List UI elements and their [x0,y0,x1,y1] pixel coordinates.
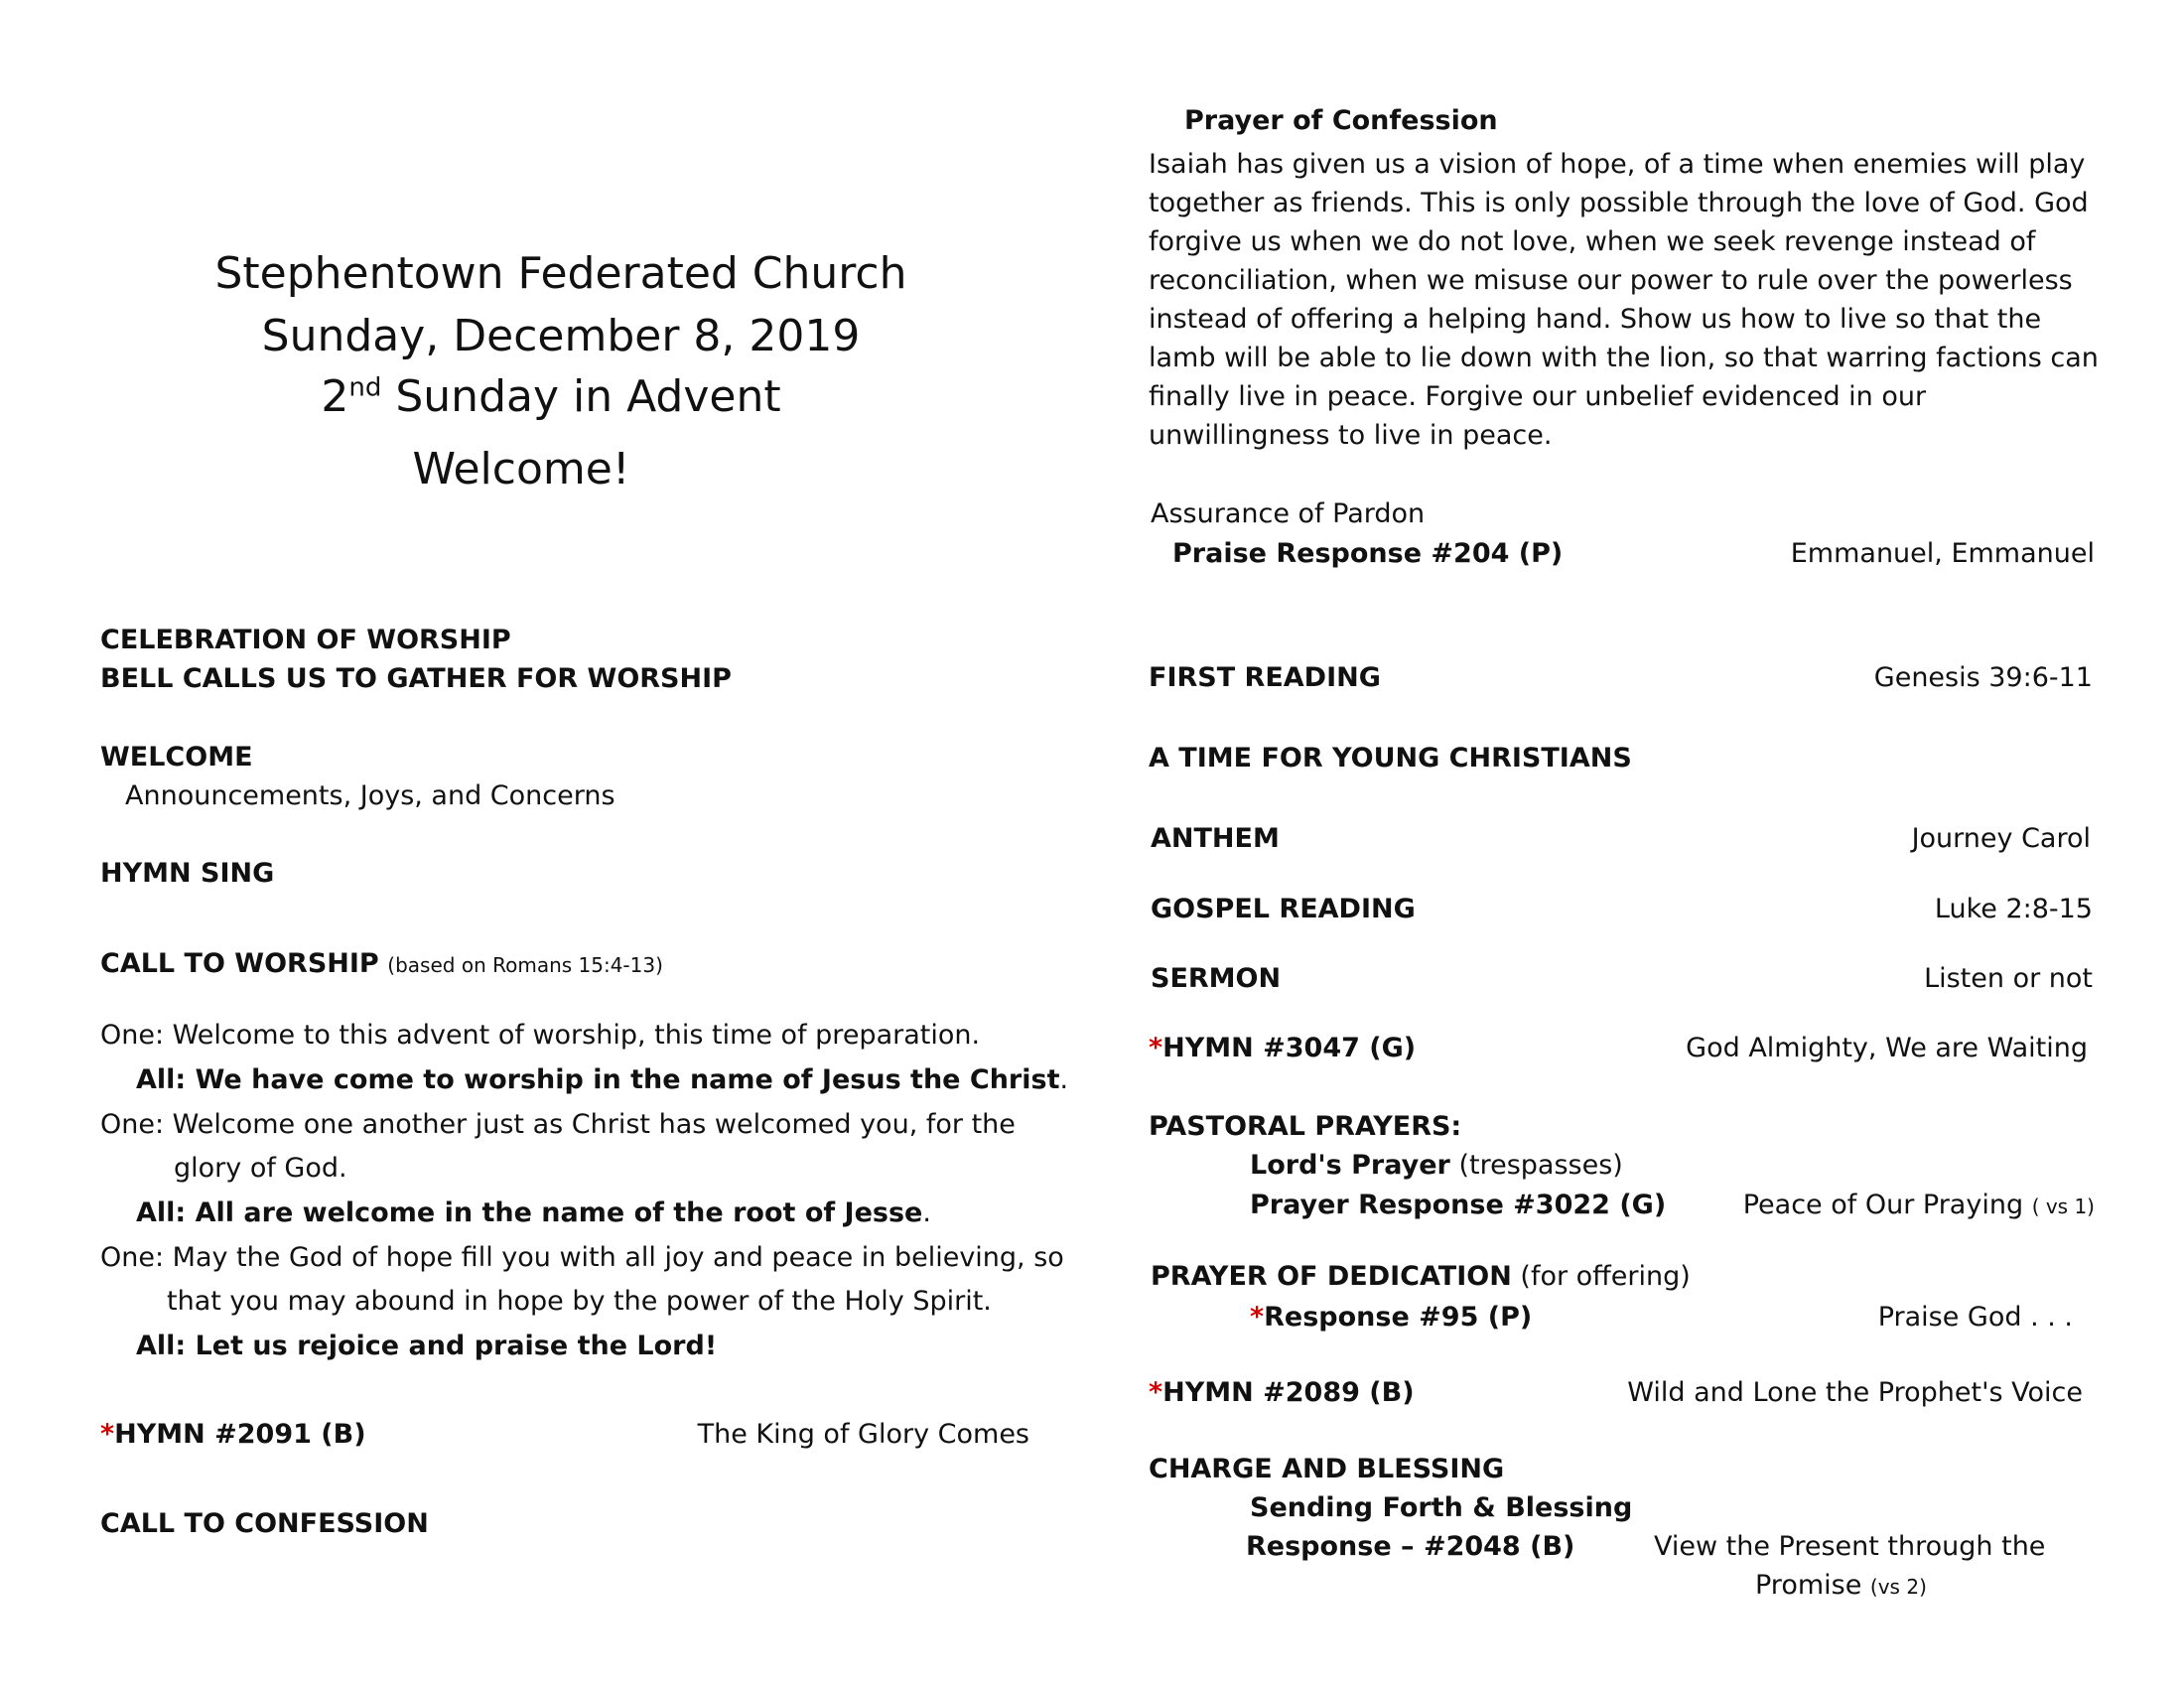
prayer-of-dedication [1151,1261,1691,1292]
church-name: Stephentown Federated Church [214,248,907,299]
response-2048-title-line1: View the Present through the [1654,1531,2046,1562]
advent-title [104,371,998,422]
welcome-title: Welcome! [412,444,630,494]
litany-line-8: All: Let us rejoice and praise the Lord! [136,1331,718,1361]
advent-number: 2 [321,371,349,422]
response-2048-note: (vs 2) [1869,1575,1927,1599]
first-reading-ref: Genesis 39:6-11 [1873,662,2093,693]
asterisk-marker: * [1250,1302,1265,1333]
asterisk-marker: * [100,1419,115,1450]
young-christians-heading: A TIME FOR YOUNG CHRISTIANS [1149,743,1632,774]
litany-period-2: . [922,1197,931,1228]
litany-response-1: All: We have come to worship in the name of Jesus the Christ [136,1064,1060,1095]
lords-prayer [1250,1150,1623,1181]
hymn-3047 [1149,1033,1416,1063]
litany-line-5 [136,1197,931,1228]
service-date: Sunday, December 8, 2019 [261,311,861,361]
anthem-heading: ANTHEM [1151,823,1280,854]
asterisk-marker: * [1149,1033,1163,1063]
litany-line-1: One: Welcome to this advent of worship, this time of preparation. [100,1020,981,1051]
praise-response-204-title: Emmanuel, Emmanuel [1790,538,2095,569]
response-2048-title-line2 [1755,1570,1927,1601]
call-to-confession-heading: CALL TO CONFESSION [100,1508,429,1539]
hymn-2091 [100,1419,366,1450]
lords-prayer-label: Lord's Prayer [1250,1150,1450,1181]
prayer-response-3022-name: Peace of Our Praying [1742,1190,2024,1220]
announcements: Announcements, Joys, and Concerns [125,780,615,811]
asterisk-marker: * [1149,1377,1163,1408]
pastoral-prayers-heading: PASTORAL PRAYERS: [1149,1111,1462,1142]
hymn-2089-label: HYMN #2089 (B) [1162,1377,1415,1408]
call-to-worship [100,948,663,979]
hymn-2089-title: Wild and Lone the Prophet's Voice [1627,1377,2083,1408]
dedication-note: (for offering) [1520,1261,1691,1292]
hymn-2091-label: HYMN #2091 (B) [114,1419,366,1450]
hymn-3047-label: HYMN #3047 (G) [1162,1033,1417,1063]
prayer-response-3022: Prayer Response #3022 (G) [1250,1190,1667,1220]
prayer-of-confession-title: Prayer of Confession [1184,105,1498,136]
call-to-worship-note: (based on Romans 15:4-13) [387,953,663,977]
praise-response-204: Praise Response #204 (P) [1172,538,1564,569]
charge-and-blessing-heading: CHARGE AND BLESSING [1149,1454,1505,1484]
dedication-heading: PRAYER OF DEDICATION [1151,1261,1512,1292]
prayer-of-confession-text: Isaiah has given us a vision of hope, of a time when enemies will play together as friends. This is only possible through the love of God. God forgive us when we do not love, when we seek revenge instead of reconciliation, when we misuse our power to rule over the powerless instead of offering a helping hand. Show us how to live so that the lamb will be able to lie down with the lion, so that warring factions can finally live in peace. Forgive our unbelief evidenced in our unwillingness to live in peace. [1149,149,2099,451]
call-to-worship-heading: CALL TO WORSHIP [100,948,379,979]
welcome-heading: WELCOME [100,742,253,773]
hymn-3047-title: God Almighty, We are Waiting [1686,1033,2088,1063]
response-2048: Response – #2048 (B) [1246,1531,1575,1562]
litany-period-1: . [1059,1064,1069,1095]
litany-response-2: All: All are welcome in the name of the root of Jesse [136,1197,923,1228]
bell-heading: BELL CALLS US TO GATHER FOR WORSHIP [100,663,732,694]
response-95-label: Response #95 (P) [1264,1302,1533,1333]
sermon-heading: SERMON [1151,963,1282,994]
hymn-2089 [1149,1377,1415,1408]
assurance-of-pardon: Assurance of Pardon [1151,498,1426,529]
anthem-title: Journey Carol [1911,823,2091,854]
litany-line-7: that you may abound in hope by the power of the Holy Spirit. [167,1286,992,1317]
litany-line-2 [136,1064,1068,1095]
prayer-response-3022-title [1638,1190,2095,1220]
response-95 [1250,1302,1532,1333]
hymn-sing-heading: HYMN SING [100,858,275,889]
response-2048-name: Promise [1755,1570,1862,1601]
litany-line-3: One: Welcome one another just as Christ has welcomed you, for the [100,1109,1016,1140]
sending-forth: Sending Forth & Blessing [1250,1492,1633,1523]
prayer-response-3022-note: ( vs 1) [2031,1195,2095,1218]
litany-line-6: One: May the God of hope fill you with all joy and peace in believing, so [100,1242,1064,1273]
advent-ordinal: nd [348,372,382,403]
gospel-reading-ref: Luke 2:8-15 [1934,894,2093,924]
advent-label: Sunday in Advent [381,371,781,422]
first-reading-heading: FIRST READING [1149,662,1381,693]
hymn-2091-title: The King of Glory Comes [697,1419,1029,1450]
gospel-reading-heading: GOSPEL READING [1151,894,1416,924]
lords-prayer-note: (trespasses) [1458,1150,1623,1181]
litany-line-4: glory of God. [174,1153,347,1184]
celebration-heading: CELEBRATION OF WORSHIP [100,625,511,655]
sermon-title: Listen or not [1924,963,2093,994]
response-95-title: Praise God . . . [1877,1302,2073,1333]
